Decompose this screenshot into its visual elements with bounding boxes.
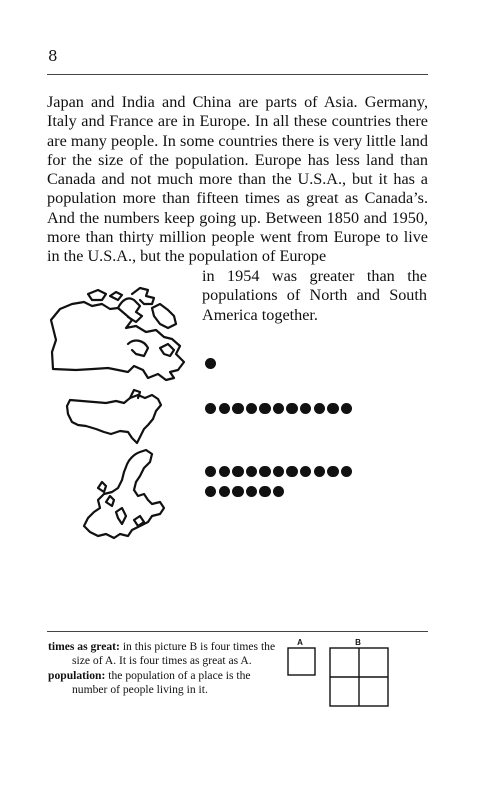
square-a [288, 648, 315, 675]
usa-map-icon [67, 390, 161, 443]
body-paragraph: Japan and India and China are parts of Asia. Germany, Italy and France are in Europe. In all these countries there are many people. In some countries there is very little land for the size of the population. Europe has less land than Canada and not much more than the U.S.A., but it has a population more than fifteen times as great as Canada’s. And the numbers keep going up. Between 1850 and 1950, more than thirty million people went from Europe to live in the U.S.A., but the population of Europe [47, 93, 428, 266]
population-dot-usa [286, 403, 297, 414]
page-number: 8 [48, 47, 58, 65]
population-dot-usa [259, 403, 270, 414]
glossary-definition: in this picture B is four times the size of A. It is four times as great as A. [72, 640, 276, 667]
glossary-term: population: [48, 669, 106, 682]
population-dot-canada [205, 358, 216, 369]
population-dot-europe [246, 486, 257, 497]
canada-map-icon [51, 288, 184, 380]
population-dot-europe [327, 466, 338, 477]
population-dot-usa [246, 403, 257, 414]
population-dot-europe [232, 466, 243, 477]
population-dots-canada [205, 358, 216, 369]
map-illustrations [48, 282, 190, 544]
footer-divider [47, 631, 428, 632]
population-dot-europe [273, 486, 284, 497]
glossary-definition: the population of a place is the number of people living in it. [72, 669, 251, 696]
population-dot-usa [341, 403, 352, 414]
population-dot-europe [300, 466, 311, 477]
population-dot-europe [273, 466, 284, 477]
glossary-entry [48, 669, 276, 697]
population-dots-europe-row-1 [205, 466, 352, 477]
population-dots-europe-row-2 [205, 486, 284, 497]
population-dot-usa [314, 403, 325, 414]
population-dots-usa [205, 403, 352, 414]
times-as-great-figure [282, 636, 397, 708]
population-dot-europe [205, 466, 216, 477]
figure-label-a: A [297, 638, 303, 647]
population-dot-europe [259, 466, 270, 477]
population-dot-usa [232, 403, 243, 414]
body-paragraph-continued: in 1954 was greater than the populations of North and South America together. [202, 267, 427, 324]
population-dot-europe [219, 486, 230, 497]
population-dot-usa [300, 403, 311, 414]
population-dot-usa [205, 403, 216, 414]
figure-label-b: B [355, 638, 361, 647]
header-divider [47, 74, 428, 75]
square-b [330, 648, 388, 706]
population-dot-europe [219, 466, 230, 477]
population-dot-europe [246, 466, 257, 477]
glossary-term: times as great: [48, 640, 120, 653]
population-dot-europe [232, 486, 243, 497]
population-dot-europe [314, 466, 325, 477]
population-dot-usa [219, 403, 230, 414]
population-dot-europe [205, 486, 216, 497]
population-dot-europe [286, 466, 297, 477]
glossary [48, 640, 276, 698]
population-dot-europe [341, 466, 352, 477]
glossary-entry [48, 640, 276, 668]
population-dot-usa [273, 403, 284, 414]
population-dot-usa [327, 403, 338, 414]
europe-map-icon [84, 450, 164, 538]
population-dot-europe [259, 486, 270, 497]
